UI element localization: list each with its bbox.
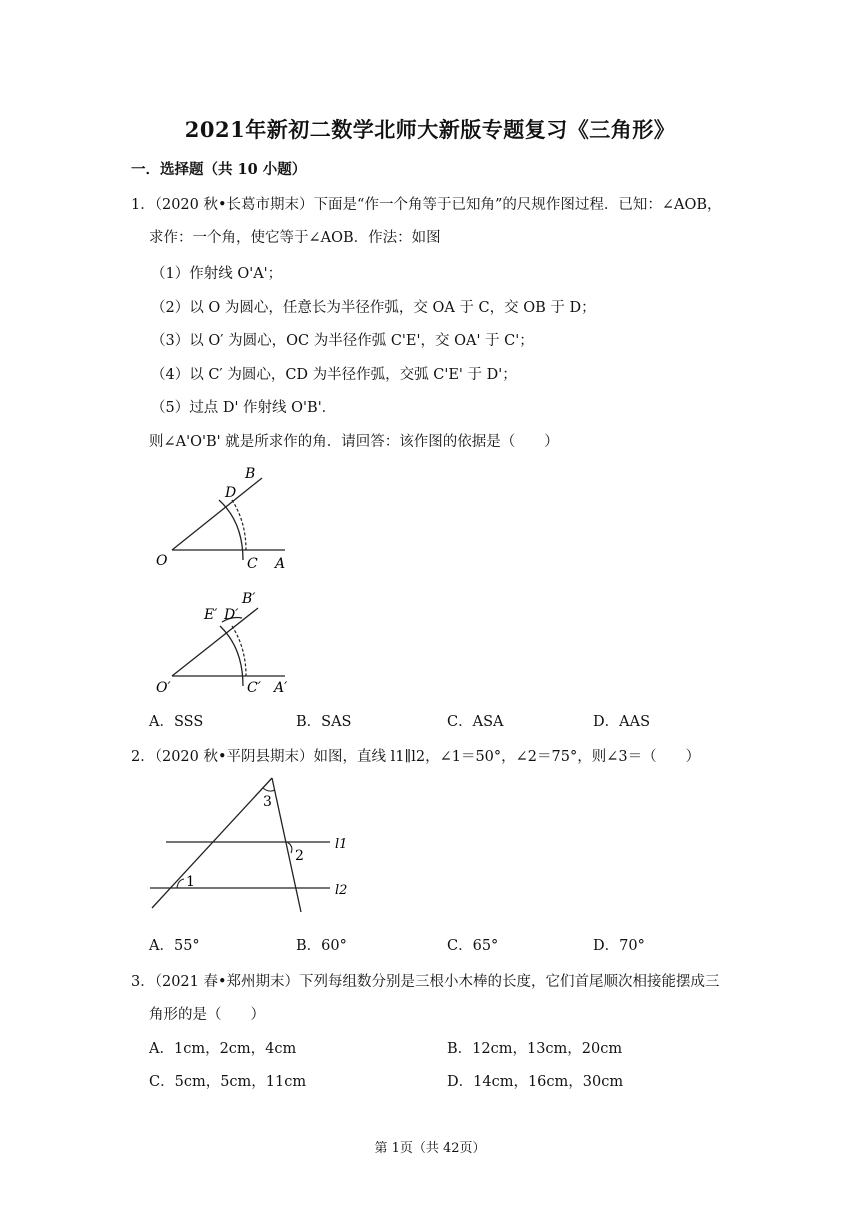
q1-question: 则∠A'O'B' 就是所求作的角．请回答：该作图的依据是（ ）	[149, 434, 559, 450]
q1-step-3: （3）以 O′ 为圆心，OC 为半径作弧 C'E'，交 OA' 于 C'；	[151, 333, 534, 349]
label-a-prime: A′	[274, 680, 288, 696]
dashed-arc-prime	[232, 626, 246, 676]
label-l1: l1	[335, 837, 348, 852]
q2-option-c: C．65°	[447, 938, 499, 954]
q3-option-d: D．14cm，16cm，30cm	[447, 1074, 624, 1090]
label-angle-2: 2	[295, 848, 304, 864]
q1-stem-line1: 1．（2020 秋•长葛市期末）下面是“作一个角等于已知角”的尺规作图过程．已知：∠AOB，	[131, 197, 722, 213]
q1-option-d: D．AAS	[593, 714, 651, 730]
q1-stem-line2: 求作：一个角，使它等于∠AOB．作法：如图	[149, 230, 441, 246]
label-b: B	[245, 466, 256, 482]
dashed-arc	[232, 500, 246, 550]
label-b-prime: B′	[242, 591, 256, 607]
q3-stem-line1: 3．（2021 春•郑州期末）下列每组数分别是三根小木棒的长度，它们首尾顺次相接能摆成三	[131, 974, 720, 990]
angle-3-arc	[263, 788, 275, 791]
q3-option-b: B．12cm，13cm，20cm	[447, 1041, 623, 1057]
label-o-prime: O′	[156, 680, 171, 696]
label-d-prime: D′	[224, 607, 239, 623]
label-d: D	[225, 485, 237, 501]
q1-step-5: （5）过点 D' 作射线 O'B'．	[151, 400, 337, 416]
q1-figure-original-angle	[150, 462, 300, 580]
q3-stem-line2: 角形的是（ ）	[149, 1007, 265, 1023]
q2-option-d: D．70°	[593, 938, 645, 954]
q2-option-b: B．60°	[296, 938, 347, 954]
q1-step-4: （4）以 C′ 为圆心，CD 为半径作弧，交弧 C'E' 于 D'；	[151, 367, 517, 383]
section-heading: 一．选择题（共 10 小题）	[131, 161, 307, 178]
label-l2: l2	[335, 883, 348, 898]
label-o: O	[156, 553, 168, 569]
q1-option-a: A．SSS	[149, 714, 204, 730]
q2-stem: 2．（2020 秋•平阴县期末）如图，直线 l1∥l2，∠1＝50°，∠2＝75°，则∠3＝（ ）	[131, 749, 701, 765]
ray-ob	[172, 478, 262, 550]
q3-option-c: C．5cm，5cm，11cm	[149, 1074, 307, 1090]
q1-figure-constructed-angle	[150, 586, 300, 698]
q1-option-c: C．ASA	[447, 714, 504, 730]
q2-option-a: A．55°	[149, 938, 200, 954]
q1-step-2: （2）以 O 为圆心，任意长为半径作弧，交 OA 于 C，交 OB 于 D；	[151, 300, 596, 316]
q1-option-b: B．SAS	[296, 714, 352, 730]
page-footer: 第 1页（共 42页）	[374, 1141, 486, 1156]
label-c-prime: C′	[247, 680, 261, 696]
q2-figure-parallel-lines	[148, 776, 358, 916]
label-angle-1: 1	[186, 874, 195, 890]
label-c: C	[247, 556, 258, 572]
label-a: A	[275, 556, 286, 572]
label-angle-3: 3	[263, 794, 272, 810]
q3-option-a: A．1cm，2cm，4cm	[149, 1041, 297, 1057]
transversal-right	[272, 778, 301, 912]
q1-step-1: （1）作射线 O'A'；	[151, 266, 283, 282]
document-title: 2021年新初二数学北师大新版专题复习《三角形》	[184, 117, 676, 142]
label-e-prime: E′	[204, 607, 218, 623]
